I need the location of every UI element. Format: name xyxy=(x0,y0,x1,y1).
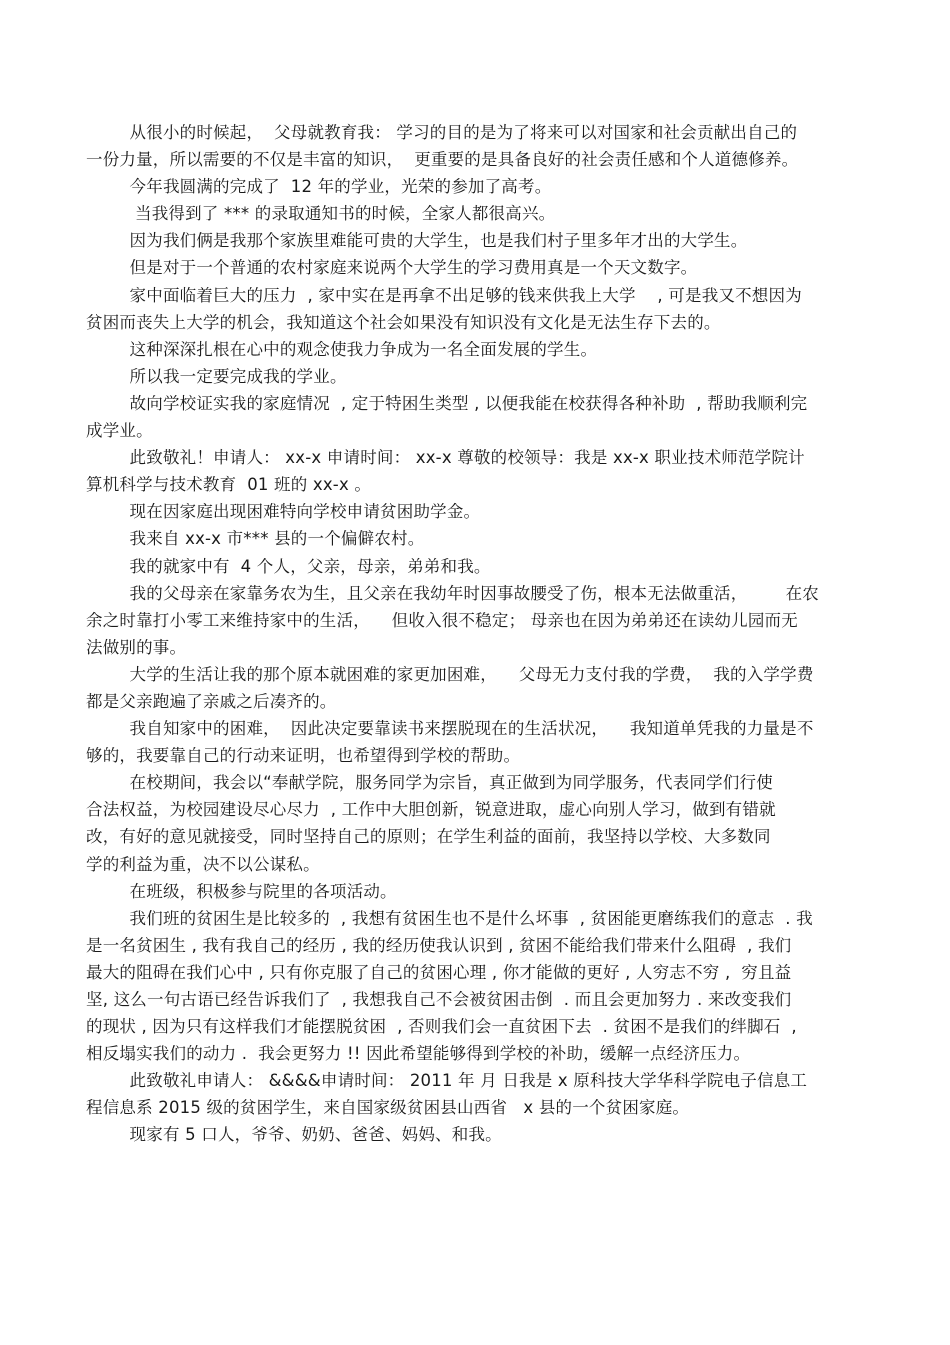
document-body xyxy=(86,119,864,1149)
text-line: 算机科学与技术教育 01 班的 xx-x 。 xyxy=(86,475,372,495)
text-line: 程信息系 2015 级的贫困学生，来自国家级贫困县山西省 x 县的一个贫困家庭。 xyxy=(86,1098,690,1118)
text-line: 在班级，积极参与院里的各项活动。 xyxy=(86,881,397,901)
text-line: 是一名贫困生 , 我有我自己的经历 , 我的经历使我认识到 , 贫困不能给我们带来什么阻碍 , 我们 xyxy=(86,935,792,955)
text-line: 都是父亲跑遍了亲戚之后凑齐的。 xyxy=(86,691,337,711)
text-line: 我来自 xx-x 市*** 县的一个偏僻农村。 xyxy=(86,529,425,549)
text-line: 但是对于一个普通的农村家庭来说两个大学生的学习费用真是一个天文数字。 xyxy=(86,258,698,278)
text-line: 余之时靠打小零工来维持家中的生活， 但收入很不稳定； 母亲也在因为弟弟还在读幼儿园而无 xyxy=(86,610,798,630)
text-line: 合法权益，为校园建设尽心尽力 , 工作中大胆创新，锐意进取，虚心向别人学习，做到有错就 xyxy=(86,800,776,820)
text-line: 坚, 这么一句古语已经告诉我们了 , 我想我自己不会被贫困击倒 . 而且会更加努力 . 来改变我们 xyxy=(86,990,792,1009)
text-line: 在校期间，我会以“奉献学院，服务同学为宗旨，真正做到为同学服务，代表同学们行使 xyxy=(86,773,773,793)
text-line: 今年我圆满的完成了 12 年的学业，光荣的参加了高考。 xyxy=(86,177,552,197)
text-line: 贫困而丧失上大学的机会，我知道这个社会如果没有知识没有文化是无法生存下去的。 xyxy=(86,312,721,332)
text-line: 我的就家中有 4 个人，父亲，母亲，弟弟和我。 xyxy=(86,556,491,576)
text-line: 我的父母亲在家靠务农为生，且父亲在我幼年时因事故腰受了伤，根本无法做重活， 在农 xyxy=(86,583,819,603)
text-line: 我自知家中的困难， 因此决定要靠读书来摆脱现在的生活状况， 我知道单凭我的力量是不 xyxy=(86,719,814,739)
text-line: 此致敬礼申请人： &&&&申请时间： 2011 年 月 日我是 x 原科技大学华科学院电子信息工 xyxy=(86,1071,808,1091)
text-line: 家中面临着巨大的压力 , 家中实在是再拿不出足够的钱来供我上大学 , 可是我又不想因为 xyxy=(86,285,802,305)
text-line: 我们班的贫困生是比较多的 , 我想有贫困生也不是什么坏事 , 贫困能更磨练我们的意志 . 我 xyxy=(86,908,813,928)
text-line: 现家有 5 口人，爷爷、奶奶、爸爸、妈妈、和我。 xyxy=(86,1125,502,1145)
text-line: 学的利益为重，决不以公谋私。 xyxy=(86,854,320,874)
text-line: 够的，我要靠自己的行动来证明，也希望得到学校的帮助。 xyxy=(86,746,521,766)
text-line: 成学业。 xyxy=(86,421,153,441)
text-line: 所以我一定要完成我的学业。 xyxy=(86,366,347,386)
text-line: 当我得到了 *** 的录取通知书的时候，全家人都很高兴。 xyxy=(86,204,556,224)
text-line: 的现状 , 因为只有这样我们才能摆脱贫困 , 否则我们会一直贫困下去 . 贫困不是我们的绊脚石 , xyxy=(86,1017,797,1037)
text-line: 从很小的时候起， 父母就教育我： 学习的目的是为了将来可以对国家和社会贡献出自己的 xyxy=(86,123,798,142)
text-line: 故向学校证实我的家庭情况 , 定于特困生类型 , 以便我能在校获得各种补助 , 帮助我顺利完 xyxy=(86,393,808,413)
text-line: 大学的生活让我的那个原本就困难的家更加困难， 父母无力支付我的学费， 我的入学学费 xyxy=(86,664,814,684)
text-line: 一份力量，所以需要的不仅是丰富的知识， 更重要的是具备良好的社会责任感和个人道德修养。 xyxy=(86,150,799,170)
text-line: 现在因家庭出现困难特向学校申请贫困助学金。 xyxy=(86,502,481,522)
text-line: 相反塌实我们的动力 . 我会更努力 !! 因此希望能够得到学校的补助，缓解一点经济压力。 xyxy=(86,1044,751,1064)
text-line: 法做别的事。 xyxy=(86,637,187,657)
text-line: 最大的阻碍在我们心中 , 只有你克服了自己的贫困心理 , 你才能做的更好 , 人穷志不穷 , 穷且益 xyxy=(86,962,792,982)
text-line: 这种深深扎根在心中的观念使我力争成为一名全面发展的学生。 xyxy=(86,339,598,359)
text-line: 改，有好的意见就接受，同时坚持自己的原则；在学生利益的面前，我坚持以学校、大多数同 xyxy=(86,827,771,847)
text-line: 因为我们俩是我那个家族里难能可贵的大学生，也是我们村子里多年才出的大学生。 xyxy=(86,231,748,251)
text-line: 此致敬礼！申请人： xx-x 申请时间： xx-x 尊敬的校领导：我是 xx-x 职业技术师范学院计 xyxy=(86,448,805,468)
